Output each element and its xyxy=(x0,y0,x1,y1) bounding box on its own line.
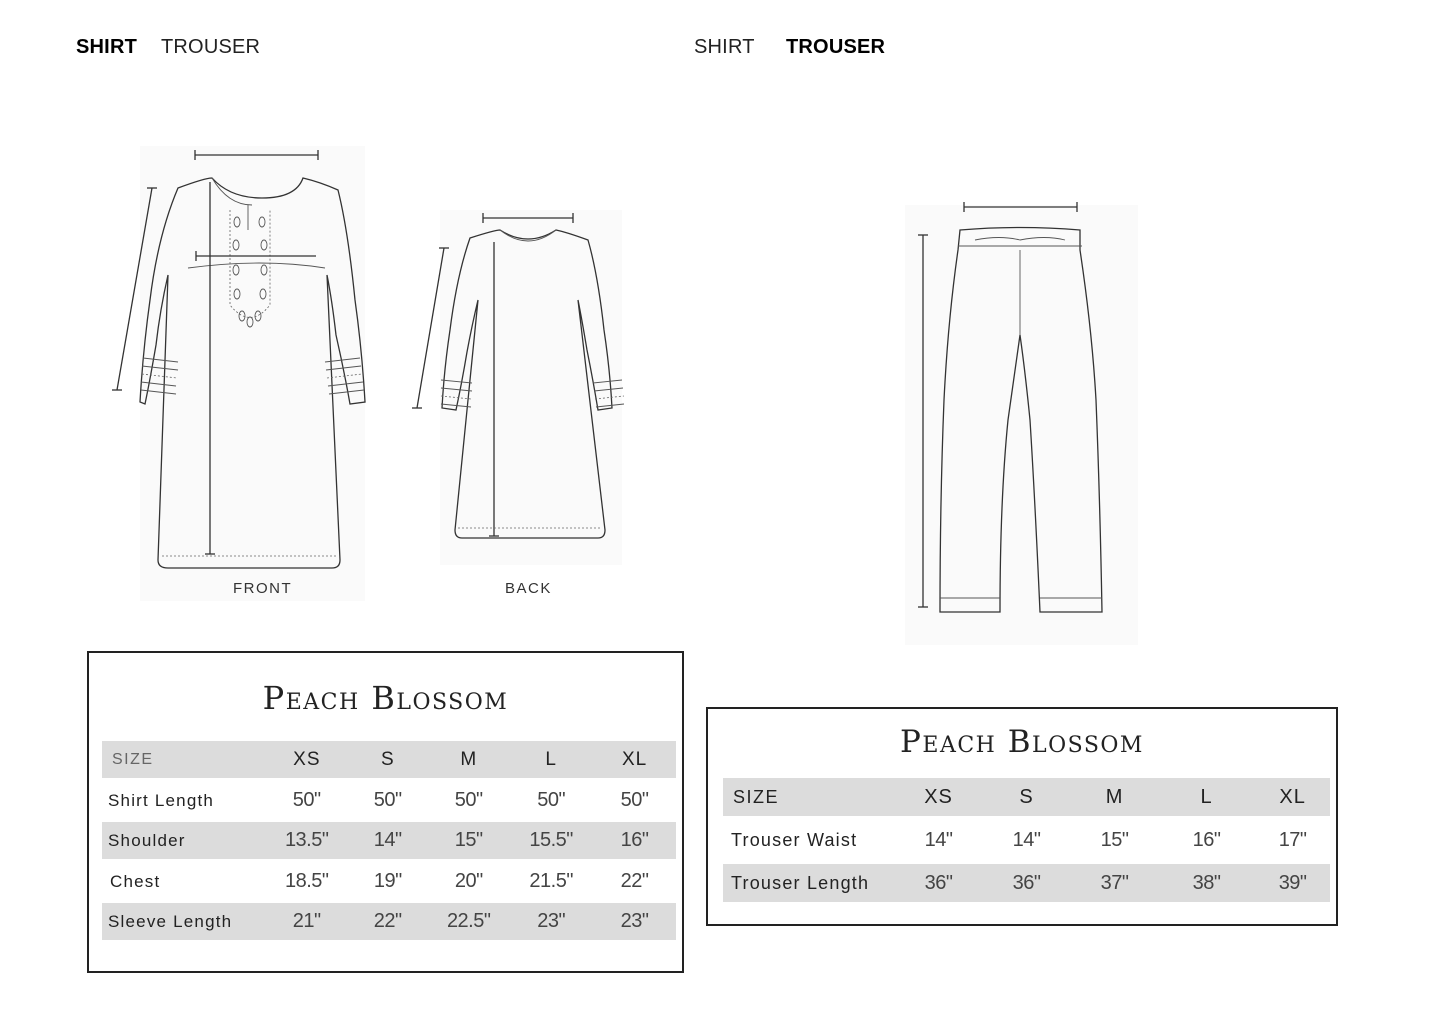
size-l-header: L xyxy=(545,748,557,770)
table-cell: 20" xyxy=(454,870,483,892)
size-m-header: M xyxy=(460,748,478,770)
row-label: Trouser Waist xyxy=(731,829,858,850)
table-cell: 18.5" xyxy=(285,870,329,892)
shirt-size-chart xyxy=(87,651,684,973)
row-label: Sleeve Length xyxy=(108,911,233,931)
size-s-header: S xyxy=(380,748,395,770)
table-cell: 21" xyxy=(292,910,321,932)
table-cell: 14" xyxy=(373,829,402,851)
size-xl-header: XL xyxy=(1279,785,1306,808)
table-row xyxy=(102,863,676,900)
trouser-size-chart xyxy=(706,707,1338,926)
table-cell: 17" xyxy=(1278,828,1307,851)
table-cell: 14" xyxy=(1012,828,1041,851)
size-xs-header: XS xyxy=(924,785,953,808)
table-cell: 23" xyxy=(620,910,649,932)
chart-title: Peach Blossom xyxy=(262,679,509,717)
table-cell: 38" xyxy=(1192,871,1221,894)
table-cell: 22" xyxy=(620,870,649,892)
table-header-row xyxy=(102,741,676,778)
tab-trouser[interactable]: TROUSER xyxy=(786,36,886,58)
table-row xyxy=(102,903,676,940)
trouser-length-measure-line xyxy=(918,235,928,607)
table-cell: 16" xyxy=(1192,828,1221,851)
table-cell: 50" xyxy=(537,789,566,811)
table-cell: 22.5" xyxy=(446,910,491,932)
size-header-label: SIZE xyxy=(733,786,780,807)
waist-measure-line xyxy=(964,202,1077,212)
table-cell: 13.5" xyxy=(284,829,329,851)
table-cell: 15.5" xyxy=(529,829,573,851)
table-cell: 50" xyxy=(292,789,321,811)
size-s-header: S xyxy=(1019,785,1034,808)
table-cell: 50" xyxy=(620,789,649,811)
table-cell: 15" xyxy=(1100,828,1129,851)
table-cell: 36" xyxy=(1012,871,1041,894)
table-cell: 14" xyxy=(924,828,953,851)
table-cell: 19" xyxy=(373,870,402,892)
tab-shirt[interactable]: SHIRT xyxy=(76,36,137,58)
table-cell: 15" xyxy=(454,829,483,851)
front-label: FRONT xyxy=(233,580,293,597)
table-row xyxy=(102,822,676,859)
row-label: Trouser Length xyxy=(731,872,870,893)
chart-title: Peach Blossom xyxy=(900,724,1144,760)
size-l-header: L xyxy=(1200,785,1213,808)
table-header-row xyxy=(723,778,1330,816)
table-cell: 50" xyxy=(454,789,483,811)
tab-shirt[interactable]: SHIRT xyxy=(694,36,755,58)
table-cell: 21.5" xyxy=(529,870,573,892)
table-cell: 50" xyxy=(373,789,402,811)
size-header-label: SIZE xyxy=(112,750,154,768)
trouser-outline xyxy=(940,228,1102,613)
table-row xyxy=(102,782,676,819)
table-cell: 22" xyxy=(373,910,402,932)
table-cell: 16" xyxy=(620,829,649,851)
table-row xyxy=(723,864,1330,902)
table-cell: 39" xyxy=(1278,871,1307,894)
table-cell: 23" xyxy=(537,910,566,932)
row-label: Shirt Length xyxy=(108,790,215,810)
table-row xyxy=(723,820,1330,860)
table-cell: 37" xyxy=(1100,871,1129,894)
row-label: Shoulder xyxy=(108,830,186,850)
size-m-header: M xyxy=(1105,785,1124,808)
size-xl-header: XL xyxy=(621,748,648,770)
table-cell: 36" xyxy=(924,871,953,894)
row-label: Chest xyxy=(110,871,161,891)
size-xs-header: XS xyxy=(293,748,321,770)
back-label: BACK xyxy=(505,580,552,597)
tab-trouser[interactable]: TROUSER xyxy=(161,36,261,58)
